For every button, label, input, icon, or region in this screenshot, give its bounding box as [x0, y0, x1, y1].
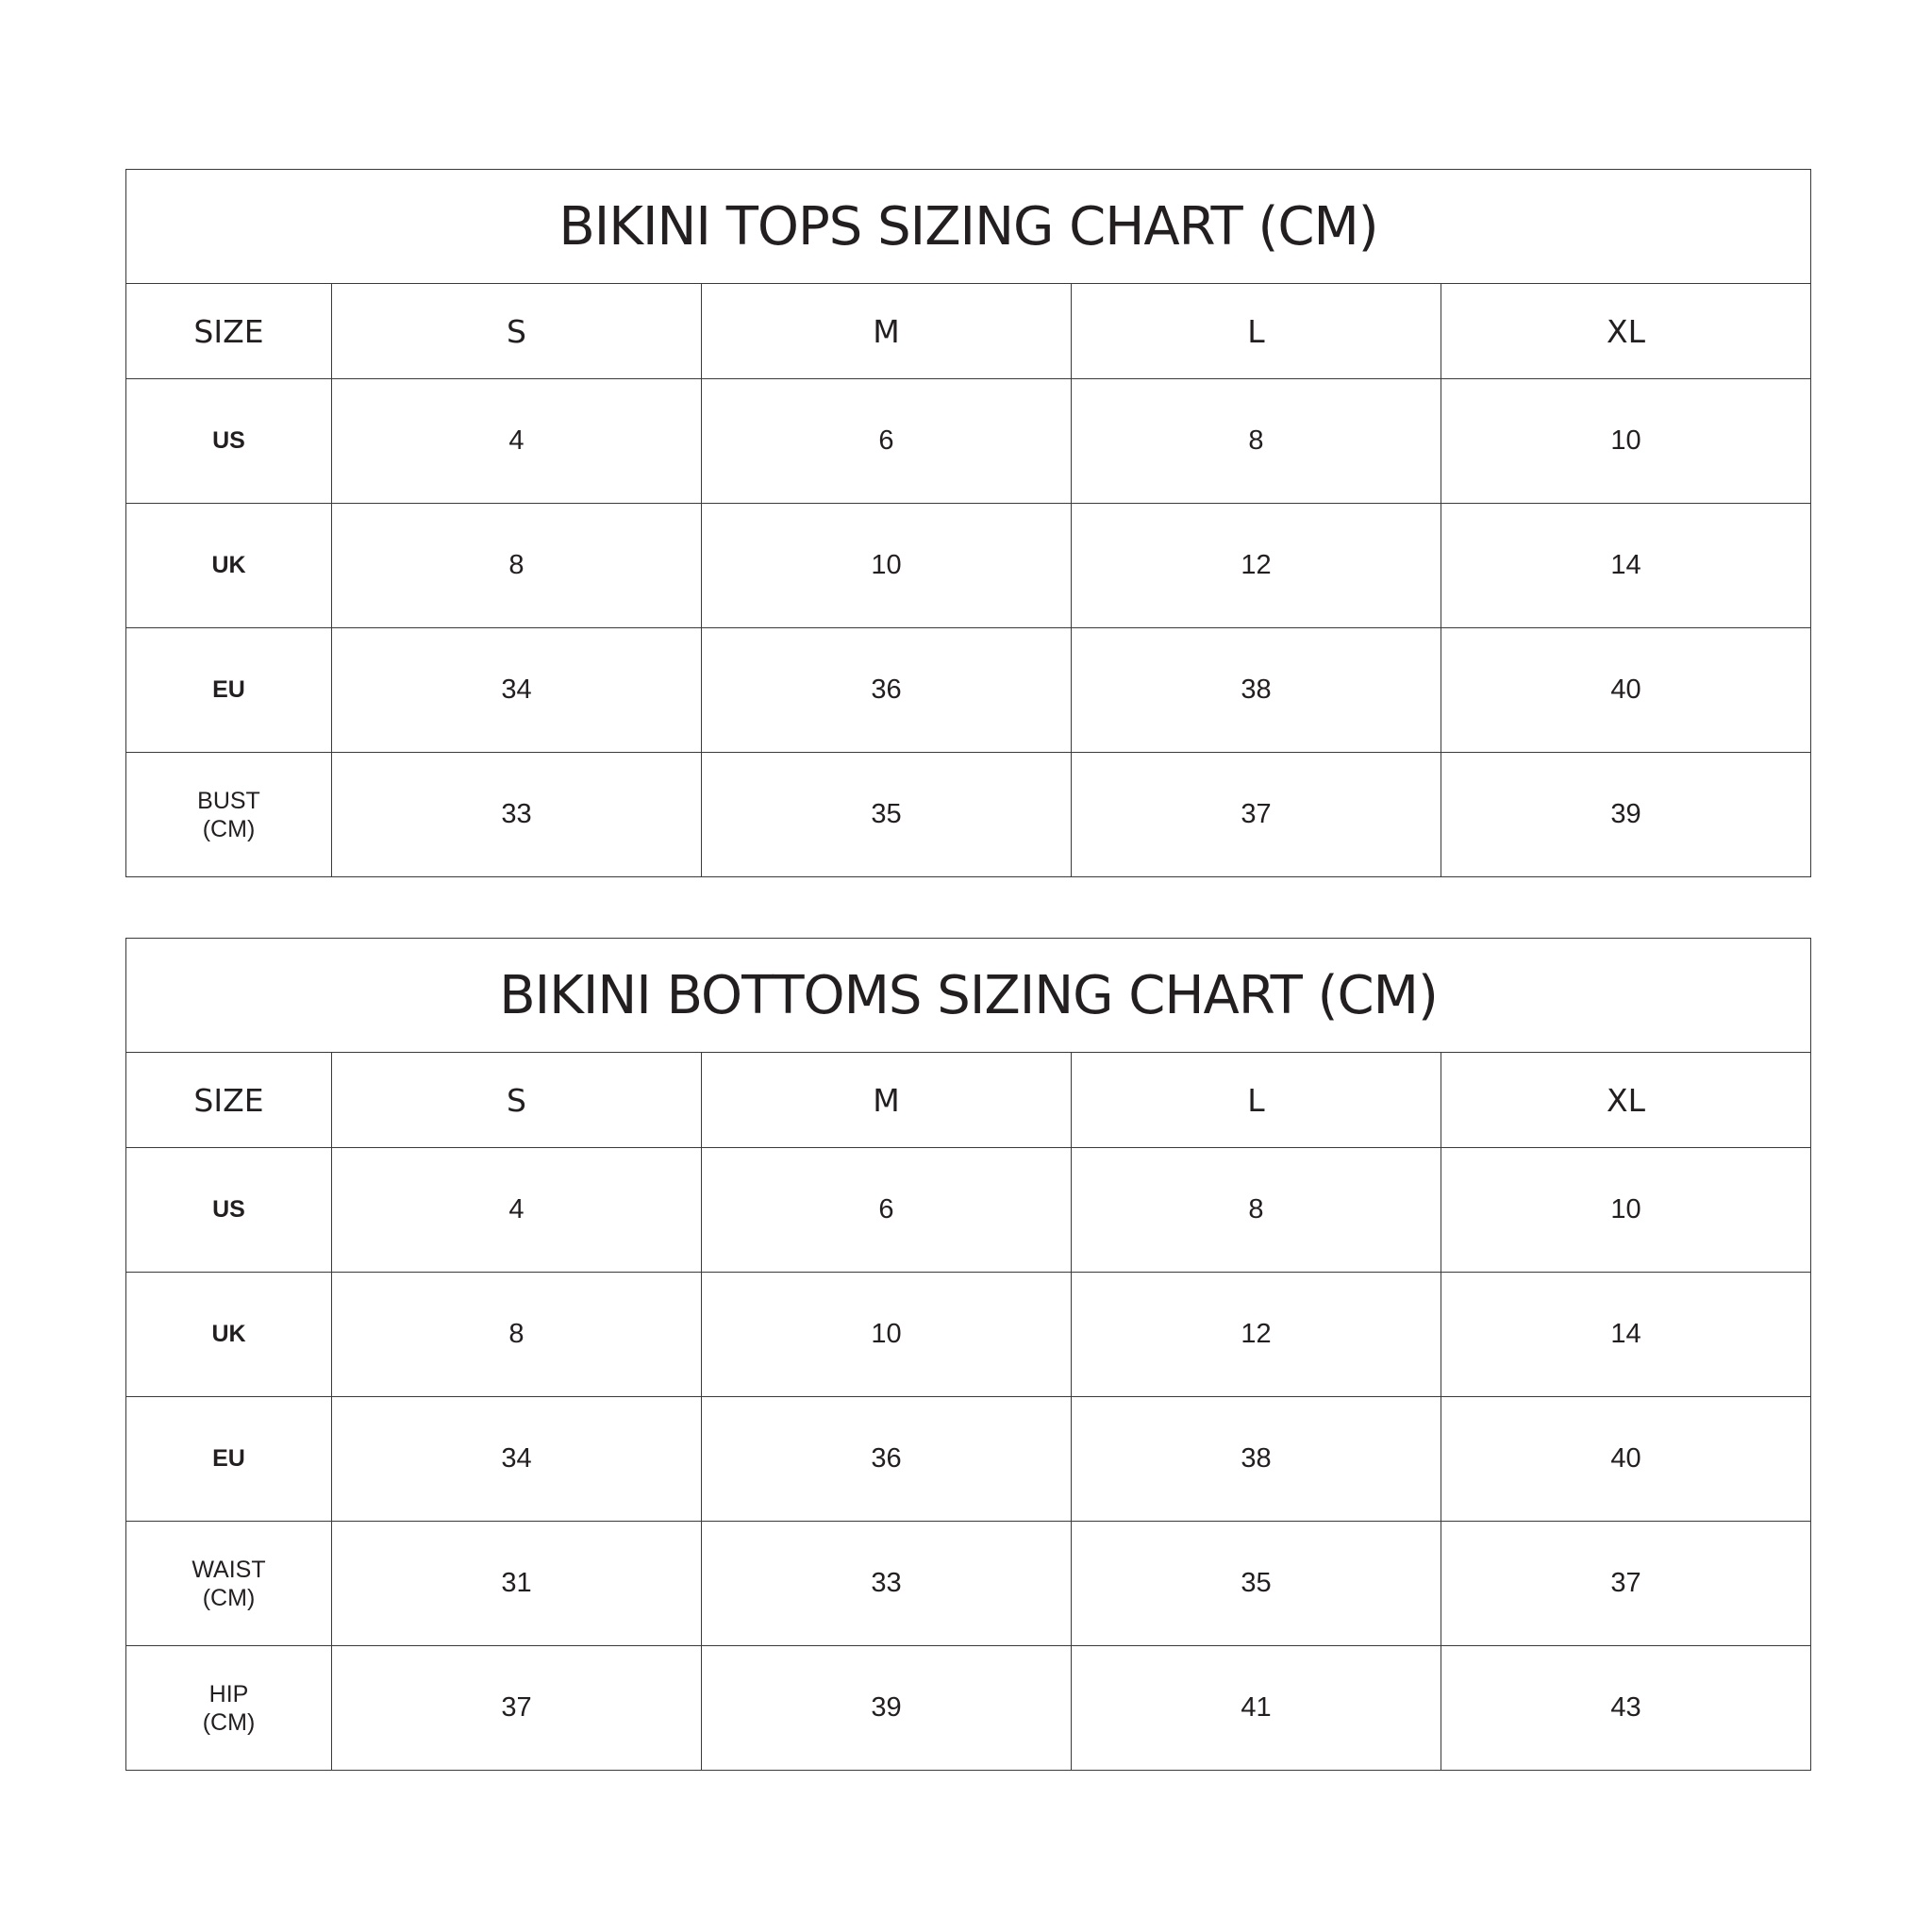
bottoms-waist-m: 33: [702, 1522, 1072, 1646]
tops-bust-label-line2: (CM): [202, 815, 256, 842]
bottoms-uk-m: 10: [702, 1273, 1072, 1397]
bottoms-waist-row: [126, 1522, 1811, 1646]
tops-us-row: [126, 379, 1811, 504]
bottoms-eu-l: 38: [1072, 1397, 1441, 1522]
tops-header-row: [126, 284, 1811, 379]
tops-eu-m: 36: [702, 628, 1072, 753]
tops-bust-row: [126, 753, 1811, 877]
tops-bust-xl: 39: [1441, 753, 1811, 877]
bottoms-size-m-header: M: [702, 1053, 1072, 1148]
tops-uk-xl: 14: [1441, 504, 1811, 628]
tops-uk-m: 10: [702, 504, 1072, 628]
bottoms-row-label-eu: EU: [126, 1397, 332, 1522]
tops-eu-xl: 40: [1441, 628, 1811, 753]
bottoms-eu-m: 36: [702, 1397, 1072, 1522]
bottoms-hip-xl: 43: [1441, 1646, 1811, 1771]
bottoms-size-s-header: S: [332, 1053, 702, 1148]
bottoms-us-xl: 10: [1441, 1148, 1811, 1273]
bottoms-waist-l: 35: [1072, 1522, 1441, 1646]
tops-us-s: 4: [332, 379, 702, 504]
bottoms-waist-label-line1: WAIST: [192, 1556, 266, 1583]
tops-us-m: 6: [702, 379, 1072, 504]
bottoms-eu-xl: 40: [1441, 1397, 1811, 1522]
bottoms-waist-label-line2: (CM): [202, 1584, 256, 1611]
bottoms-sizing-table: [125, 938, 1811, 1771]
bottoms-us-l: 8: [1072, 1148, 1441, 1273]
tops-uk-row: [126, 504, 1811, 628]
tops-row-label-eu: EU: [126, 628, 332, 753]
tops-size-l-header: L: [1072, 284, 1441, 379]
tops-bust-label-line1: BUST: [197, 787, 260, 814]
bottoms-header-row: [126, 1053, 1811, 1148]
bottoms-uk-s: 8: [332, 1273, 702, 1397]
tops-table-title: BIKINI TOPS SIZING CHART (CM): [126, 170, 1811, 284]
tops-eu-l: 38: [1072, 628, 1441, 753]
tops-bust-l: 37: [1072, 753, 1441, 877]
bottoms-hip-m: 39: [702, 1646, 1072, 1771]
tops-uk-l: 12: [1072, 504, 1441, 628]
bottoms-row-label-us: US: [126, 1148, 332, 1273]
tops-bust-s: 33: [332, 753, 702, 877]
bottoms-hip-s: 37: [332, 1646, 702, 1771]
tops-size-s-header: S: [332, 284, 702, 379]
bottoms-size-l-header: L: [1072, 1053, 1441, 1148]
tops-sizing-table: [125, 169, 1811, 877]
tops-row-label-us: US: [126, 379, 332, 504]
tops-us-xl: 10: [1441, 379, 1811, 504]
bottoms-waist-xl: 37: [1441, 1522, 1811, 1646]
tops-eu-row: [126, 628, 1811, 753]
tops-eu-s: 34: [332, 628, 702, 753]
bottoms-us-row: [126, 1148, 1811, 1273]
bottoms-uk-xl: 14: [1441, 1273, 1811, 1397]
bottoms-eu-row: [126, 1397, 1811, 1522]
bottoms-uk-l: 12: [1072, 1273, 1441, 1397]
bottoms-us-s: 4: [332, 1148, 702, 1273]
bottoms-row-label-waist: [126, 1522, 332, 1646]
tops-size-header: SIZE: [126, 284, 332, 379]
tops-row-label-bust: [126, 753, 332, 877]
bottoms-hip-label-line2: (CM): [202, 1708, 256, 1736]
tops-us-l: 8: [1072, 379, 1441, 504]
bottoms-row-label-uk: UK: [126, 1273, 332, 1397]
tops-size-xl-header: XL: [1441, 284, 1811, 379]
bottoms-hip-label-line1: HIP: [208, 1680, 249, 1707]
bottoms-hip-row: [126, 1646, 1811, 1771]
bottoms-hip-l: 41: [1072, 1646, 1441, 1771]
bottoms-eu-s: 34: [332, 1397, 702, 1522]
bottoms-uk-row: [126, 1273, 1811, 1397]
tops-bust-m: 35: [702, 753, 1072, 877]
tops-uk-s: 8: [332, 504, 702, 628]
bottoms-us-m: 6: [702, 1148, 1072, 1273]
bottoms-waist-s: 31: [332, 1522, 702, 1646]
bottoms-size-xl-header: XL: [1441, 1053, 1811, 1148]
bottoms-table-title: BIKINI BOTTOMS SIZING CHART (CM): [126, 939, 1811, 1053]
bottoms-row-label-hip: [126, 1646, 332, 1771]
tops-row-label-uk: UK: [126, 504, 332, 628]
tops-size-m-header: M: [702, 284, 1072, 379]
bottoms-size-header: SIZE: [126, 1053, 332, 1148]
